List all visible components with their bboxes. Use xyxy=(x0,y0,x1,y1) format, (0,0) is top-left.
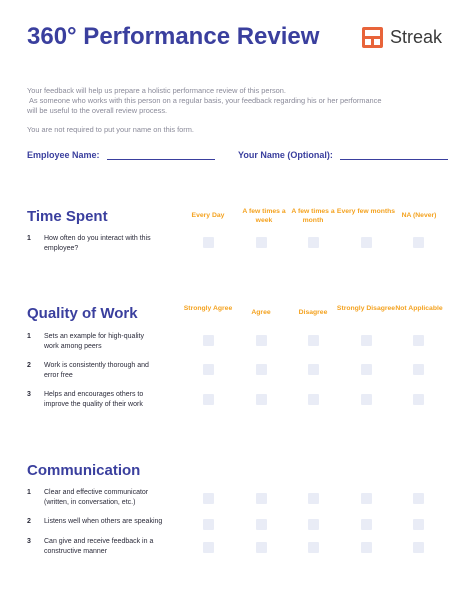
rating-checkbox[interactable] xyxy=(256,394,267,405)
rating-checkbox[interactable] xyxy=(361,493,372,504)
employee-name-field xyxy=(27,150,215,160)
question-text: Listens well when others are speaking xyxy=(44,518,163,525)
page-title: 360° Performance Review xyxy=(27,23,320,50)
rating-checkbox[interactable] xyxy=(308,519,319,530)
col-head-never: NA (Never) xyxy=(401,212,437,219)
rating-checkbox[interactable] xyxy=(203,394,214,405)
question-text: How often do you interact with this employee? xyxy=(44,235,151,252)
rating-checkbox[interactable] xyxy=(361,519,372,530)
rating-checkbox[interactable] xyxy=(413,335,424,346)
rating-checkbox[interactable] xyxy=(308,542,319,553)
rating-checkbox[interactable] xyxy=(203,542,214,553)
rating-checkbox[interactable] xyxy=(361,237,372,248)
rating-checkbox[interactable] xyxy=(361,364,372,375)
employee-name-input[interactable] xyxy=(107,152,215,160)
your-name-input[interactable] xyxy=(340,152,448,160)
rating-checkbox[interactable] xyxy=(413,542,424,553)
rating-checkbox[interactable] xyxy=(413,237,424,248)
rating-checkbox[interactable] xyxy=(308,493,319,504)
rating-checkbox[interactable] xyxy=(256,519,267,530)
col-head-few-week: A few times a week xyxy=(242,208,286,224)
intro-text xyxy=(27,86,452,135)
rating-checkbox[interactable] xyxy=(256,237,267,248)
rating-checkbox[interactable] xyxy=(413,519,424,530)
intro-note: You are not required to put your name on this form. xyxy=(27,125,194,134)
rating-checkbox[interactable] xyxy=(308,394,319,405)
question-number: 2 xyxy=(27,518,31,525)
rating-checkbox[interactable] xyxy=(256,542,267,553)
question-number: 1 xyxy=(27,235,31,242)
section-title-communication: Communication xyxy=(27,462,141,479)
question-number: 1 xyxy=(27,333,31,340)
question-number: 2 xyxy=(27,362,31,369)
rating-checkbox[interactable] xyxy=(361,335,372,346)
question-text: Can give and receive feedback in a constructive manner xyxy=(44,538,154,555)
rating-checkbox[interactable] xyxy=(256,335,267,346)
section-title-quality: Quality of Work xyxy=(27,305,138,322)
intro-line-1: Your feedback will help us prepare a holistic performance review of this person. xyxy=(27,86,286,95)
rating-checkbox[interactable] xyxy=(361,542,372,553)
col-head-strongly-disagree: Strongly Disagree xyxy=(336,305,396,312)
brand-logo xyxy=(362,27,442,48)
employee-name-label: Employee Name: xyxy=(27,150,100,160)
rating-checkbox[interactable] xyxy=(413,394,424,405)
intro-line-3: will be useful to the overall review process. xyxy=(27,106,168,115)
rating-checkbox[interactable] xyxy=(361,394,372,405)
rating-checkbox[interactable] xyxy=(308,237,319,248)
streak-logo-icon xyxy=(362,27,383,48)
section-title-time-spent: Time Spent xyxy=(27,208,108,225)
col-head-strongly-agree: Strongly Agree xyxy=(183,305,233,312)
rating-checkbox[interactable] xyxy=(203,237,214,248)
question-number: 1 xyxy=(27,489,31,496)
rating-checkbox[interactable] xyxy=(203,335,214,346)
intro-line-2: As someone who works with this person on a regular basis, your feedback regarding his or her performance xyxy=(29,96,382,105)
question-text: Work is consistently thorough and error free xyxy=(44,362,149,379)
rating-checkbox[interactable] xyxy=(203,519,214,530)
col-head-agree: Agree xyxy=(251,309,271,316)
question-text: Clear and effective communicator (written, in conversation, etc.) xyxy=(44,489,149,506)
rating-checkbox[interactable] xyxy=(413,493,424,504)
col-head-not-applicable: Not Applicable xyxy=(395,305,443,312)
rating-checkbox[interactable] xyxy=(308,335,319,346)
question-text: Helps and encourages others to improve the quality of their work xyxy=(44,391,144,408)
rating-checkbox[interactable] xyxy=(308,364,319,375)
rating-checkbox[interactable] xyxy=(413,364,424,375)
question-number: 3 xyxy=(27,391,31,398)
rating-checkbox[interactable] xyxy=(256,493,267,504)
brand-name: Streak xyxy=(390,27,443,47)
rating-checkbox[interactable] xyxy=(203,364,214,375)
question-text: Sets an example for high-quality work among peers xyxy=(44,333,144,350)
col-head-every-day: Every Day xyxy=(191,212,225,219)
col-head-disagree: Disagree xyxy=(298,309,328,316)
col-head-few-month: A few times a month xyxy=(291,208,335,224)
col-head-every-few-months: Every few months xyxy=(336,208,396,215)
your-name-label: Your Name (Optional): xyxy=(238,150,333,160)
rating-checkbox[interactable] xyxy=(256,364,267,375)
rating-checkbox[interactable] xyxy=(203,493,214,504)
your-name-field xyxy=(238,150,448,160)
question-number: 3 xyxy=(27,538,31,545)
